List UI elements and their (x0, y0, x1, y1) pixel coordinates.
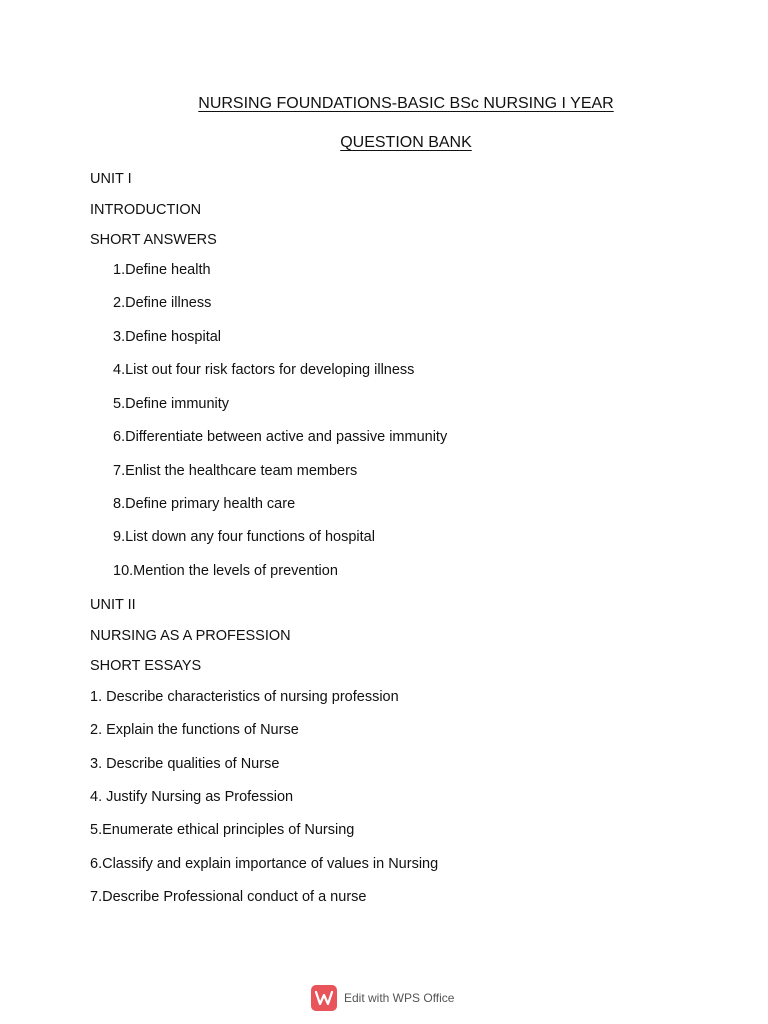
list-item: 6.Classify and explain importance of values in Nursing (90, 856, 439, 872)
unit-2-label: UNIT II (90, 597, 136, 613)
list-item: 5.Enumerate ethical principles of Nursing (90, 822, 355, 838)
list-item: 2.Define illness (113, 295, 212, 311)
unit-2-topic: NURSING AS A PROFESSION (90, 628, 291, 644)
list-item: 1.Define health (113, 262, 211, 278)
wps-edit-footer[interactable] (311, 985, 454, 1011)
list-item: 8.Define primary health care (113, 496, 296, 512)
list-item: 4. Justify Nursing as Profession (90, 789, 294, 805)
list-item: 4.List out four risk factors for developing illness (113, 362, 415, 378)
list-item: 1. Describe characteristics of nursing profession (90, 689, 399, 705)
list-item: 3.Define hospital (113, 329, 222, 345)
list-item: 5.Define immunity (113, 396, 230, 412)
list-item: 3. Describe qualities of Nurse (90, 756, 280, 772)
list-item: 6.Differentiate between active and passive immunity (113, 429, 448, 445)
unit-1-label: UNIT I (90, 171, 132, 187)
list-item: 2. Explain the functions of Nurse (90, 722, 299, 738)
list-item: 7.Describe Professional conduct of a nurse (90, 889, 367, 905)
wps-edit-label: Edit with WPS Office (344, 991, 455, 1005)
document-title: NURSING FOUNDATIONS-BASIC BSc NURSING I YEAR (198, 95, 614, 112)
unit-2-section: SHORT ESSAYS (90, 658, 202, 674)
list-item: 7.Enlist the healthcare team members (113, 463, 358, 479)
document-subtitle: QUESTION BANK (340, 134, 472, 151)
list-item: 9.List down any four functions of hospital (113, 529, 375, 545)
unit-1-section: SHORT ANSWERS (90, 232, 217, 248)
unit-1-topic: INTRODUCTION (90, 202, 202, 218)
list-item: 10.Mention the levels of prevention (113, 563, 338, 579)
wps-office-logo-icon (311, 985, 337, 1011)
